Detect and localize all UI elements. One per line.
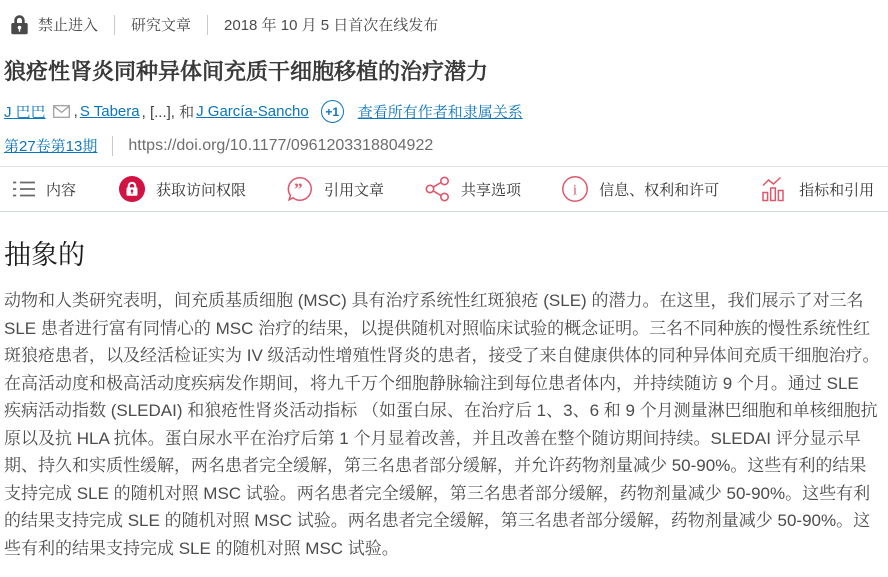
- article-toolbar: [0, 167, 888, 212]
- metrics-icon: [759, 175, 789, 203]
- authors-row: [4, 100, 888, 123]
- info-rights-label: 信息、权利和许可: [599, 181, 720, 199]
- share-options-button[interactable]: [424, 175, 521, 203]
- access-status-label: 禁止进入: [38, 17, 99, 34]
- view-all-authors-link[interactable]: 查看所有作者和隶属关系: [357, 104, 523, 121]
- share-icon: [424, 175, 451, 203]
- svg-text:i: i: [572, 182, 578, 199]
- info-rights-button[interactable]: [561, 175, 719, 203]
- access-status: [10, 14, 98, 35]
- cite-article-label: 引用文章: [324, 181, 385, 199]
- author-ellipsis: , [...], 和: [141, 104, 195, 121]
- more-authors-badge[interactable]: +1: [321, 100, 344, 123]
- author-link-3[interactable]: J García-Sancho: [196, 103, 309, 120]
- abstract-body: 动物和人类研究表明，间充质基质细胞 (MSC) 具有治疗系统性红斑狼疮 (SLE) 的潜力。在这里，我们展示了对三名 SLE 患者进行富有同情心的 MSC 治疗的结果，以提供随机对照临床试验的概念证明。三名不同种族的慢性系统性红斑狼疮患者，以及经活检证实为 IV 级活动性增殖性肾炎的患者，接受了来自健康供体的同种异体间充质干细胞治疗。在高活动度和极高活动度疾病发作期间，将九千万个细胞静脉输注到每位患者体内，并持续随访 9 个月。通过 SLE 疾病活动指数 (SLEDAI) 和狼疮性肾炎活动指标 （如蛋白尿、在治疗后 1、3、6 和 9 个月测量淋巴细胞和单核细胞抗原以及抗 HLA 抗体。蛋白尿水平在治疗后第 1 个月显着改善，并且改善在整个随访期间持续。SLEDAI 评分显示早期、持久和实质性缓解，两名患者完全缓解，第三名患者部分缓解，并允许药物剂量减少 50-90%。这些有利的结果支持完成 SLE 的随机对照 MSC 试验。两名患者完全缓解，第三名患者部分缓解，药物剂量减少 50-90%。这些有利的结果支持完成 SLE 的随机对照 MSC 试验。两名患者完全缓解，第三名患者部分缓解，药物剂量减少 50-90%。这些有利的结果支持完成 SLE 的随机对照 MSC 试验。: [4, 291, 880, 558]
- page-title: 狼疮性肾炎同种异体间充质干细胞移植的治疗潜力: [4, 59, 489, 84]
- padlock-icon: [10, 14, 29, 35]
- get-access-label: 获取访问权限: [156, 181, 247, 199]
- publish-date-label: 2018 年 10 月 5 日首次在线发布: [224, 17, 439, 34]
- publish-date: [224, 14, 438, 35]
- author-link-2[interactable]: S Tabera: [79, 103, 140, 120]
- quote-bubble-icon: [286, 175, 314, 203]
- author-separator: ,: [73, 103, 78, 120]
- share-options-label: 共享选项: [461, 181, 522, 199]
- volume-issue-link[interactable]: 第27卷第13期: [4, 138, 98, 155]
- abstract-heading: 抽象的: [4, 240, 85, 270]
- envelope-icon[interactable]: [53, 105, 70, 118]
- get-access-button[interactable]: [118, 175, 246, 203]
- metrics-citations-button[interactable]: [759, 175, 874, 203]
- lock-circle-icon: [118, 175, 146, 203]
- cite-article-button[interactable]: [286, 175, 384, 203]
- divider: [112, 136, 113, 156]
- metrics-citations-label: 指标和引用: [799, 181, 875, 199]
- divider: [114, 15, 115, 35]
- contents-label: 内容: [46, 181, 77, 199]
- article-meta-bar: [0, 0, 888, 36]
- author-link-1[interactable]: J 巴巴: [4, 104, 46, 121]
- svg-text:”: ”: [294, 179, 303, 199]
- article-type: [131, 14, 191, 35]
- doi-text: https://doi.org/10.1177/0961203318804922: [128, 136, 434, 154]
- info-circle-icon: [561, 175, 589, 203]
- article-type-label: 研究文章: [131, 17, 192, 34]
- volume-doi-row: [4, 135, 888, 156]
- toc-list-icon: [12, 179, 36, 199]
- divider: [207, 15, 208, 35]
- contents-button[interactable]: [12, 179, 76, 200]
